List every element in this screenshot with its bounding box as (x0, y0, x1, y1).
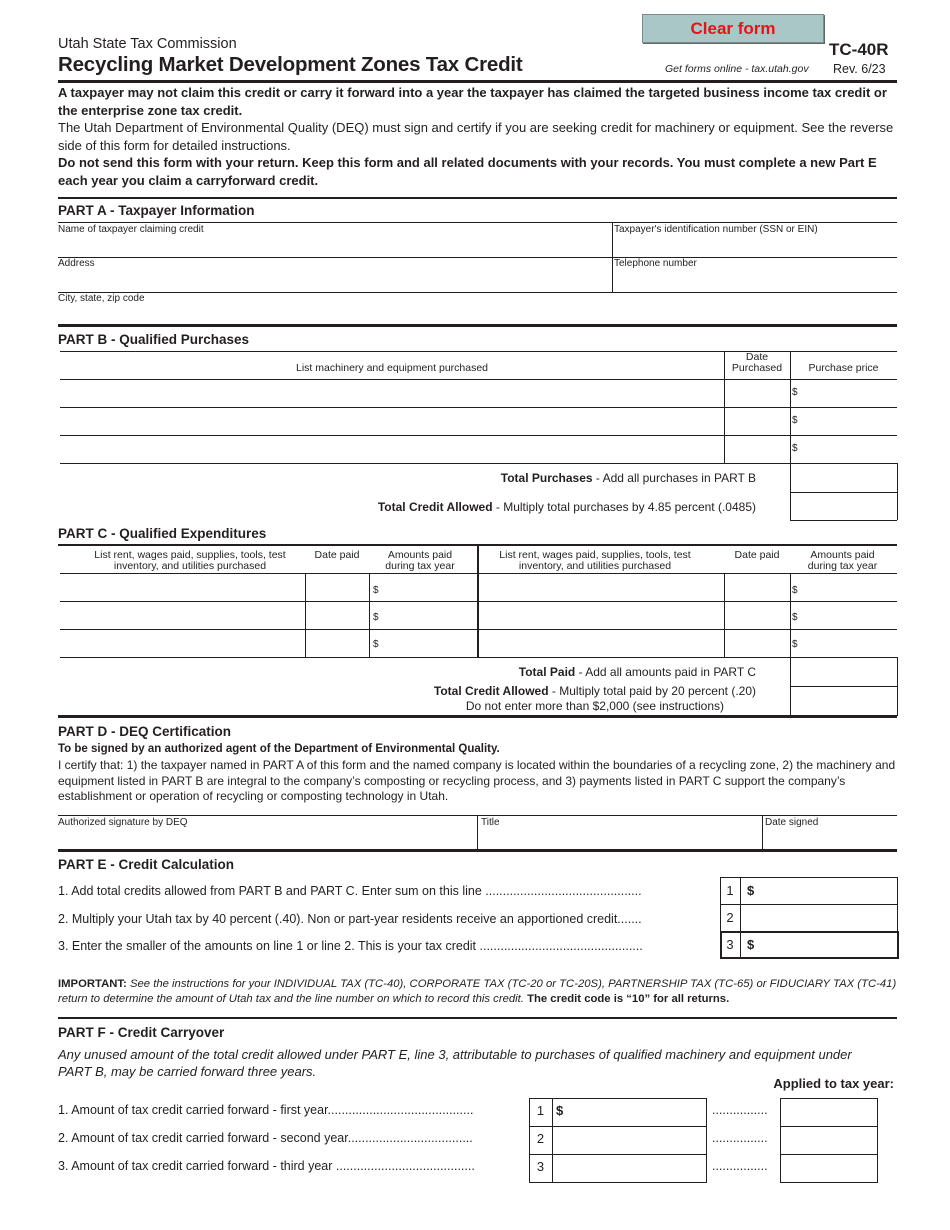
divider (58, 1017, 897, 1019)
carryover-1-field[interactable]: $ (556, 1103, 564, 1118)
line-number: 3 (726, 937, 734, 952)
name-field[interactable]: Name of taxpayer claiming credit (58, 224, 204, 235)
dollar-sign: $ (373, 585, 379, 596)
credit-c-label: Total Credit Allowed - Multiply total paid by 20 percent (.20) Do not enter more than $2,000 (see instructions) (433, 684, 756, 713)
purchase-row-1[interactable] (60, 380, 897, 407)
divider (58, 80, 897, 83)
leader-dots: ................ (712, 1159, 768, 1173)
address-field[interactable]: Address (58, 258, 95, 269)
line-number: 1 (726, 883, 734, 898)
line-number: 3 (536, 1159, 545, 1174)
taxpayer-id-field[interactable]: Taxpayer's identification number (SSN or EIN) (614, 224, 818, 235)
deq-signature-field[interactable]: Authorized signature by DEQ (58, 817, 188, 828)
intro (58, 84, 898, 189)
part-f-title: PART F - Credit Carryover (58, 1025, 225, 1040)
expenditure-row-2[interactable] (60, 602, 897, 629)
form-number: TC-40R (829, 40, 889, 59)
credit-b-label: Total Credit Allowed - Multiply total purchases by 4.85 percent (.0485) (377, 500, 756, 514)
dollar-sign: $ (792, 415, 798, 426)
col-amount-header: Amounts paid during tax year (807, 549, 878, 572)
col-date-header: Date paid (734, 549, 780, 561)
col-date-header: Date Purchased (731, 351, 783, 374)
part-b-title: PART B - Qualified Purchases (58, 332, 250, 347)
leader-dots: ................ (712, 1103, 768, 1117)
expenditure-row-1[interactable] (60, 574, 897, 601)
dollar-sign: $ (373, 639, 379, 650)
intro-records: Do not send this form with your return. Keep this form and all related documents with your records. You must complete a new Part E each year you claim a carryforward credit. (58, 155, 877, 188)
col-list-header: List rent, wages paid, supplies, tools, test inventory, and utilities purchased (499, 549, 691, 572)
dollar-sign: $ (792, 612, 798, 623)
dollar-sign: $ (792, 639, 798, 650)
line-2-field[interactable] (741, 905, 897, 931)
purchase-row-3[interactable] (60, 436, 897, 463)
revision: Rev. 6/23 (833, 62, 886, 76)
part-e-line-3: 3. Enter the smaller of the amounts on line 1 or line 2. This is your tax credit ............................................... (58, 939, 643, 953)
part-e-line-1: 1. Add total credits allowed from PART B and PART C. Enter sum on this line ............................................. (58, 884, 642, 898)
leader-dots: ................ (712, 1131, 768, 1145)
col-amount-header: Amounts paid during tax year (385, 549, 455, 572)
line-3-field[interactable]: $ (747, 937, 755, 952)
line-number: 1 (536, 1103, 545, 1118)
telephone-field[interactable]: Telephone number (614, 258, 697, 269)
divider (58, 849, 897, 852)
total-paid-label: Total Paid - Add all amounts paid in PART C (518, 665, 756, 679)
credit-b-field[interactable] (791, 493, 897, 520)
part-c-title: PART C - Qualified Expenditures (58, 526, 267, 541)
col-list-header: List rent, wages paid, supplies, tools, test inventory, and utilities purchased (94, 549, 286, 572)
total-purchases-label: Total Purchases - Add all purchases in PART B (500, 471, 756, 485)
tax-year-3-field[interactable] (781, 1155, 877, 1182)
divider (58, 324, 897, 327)
total-purchases-field[interactable] (791, 464, 897, 492)
applied-label: Applied to tax year: (773, 1076, 894, 1091)
carryover-3-field[interactable] (553, 1155, 706, 1182)
intro-warning: A taxpayer may not claim this credit or carry it forward into a year the taxpayer has claimed the targeted business income tax credit or the enterprise zone tax credit. (58, 85, 887, 118)
part-f-text: Any unused amount of the total credit allowed under PART E, line 3, attributable to purchases of qualified machinery and equipment under PART B, may be carried forward three years. (58, 1047, 852, 1079)
col-date-header: Date paid (314, 549, 360, 561)
carryover-line-1: 1. Amount of tax credit carried forward - first year.......................................... (58, 1103, 474, 1117)
part-d-certification: I certify that: 1) the taxpayer named in PART A of this form and the named company is located within the boundaries of a recycling zone, 2) the machinery and equipment listed in PART B are integral to the company’s composting or recycling process, and 3) payments listed in PART C support the company’s establishment or operation of recycling or composting technology in Utah. (58, 758, 896, 803)
part-d-title: PART D - DEQ Certification (58, 724, 232, 739)
col-list-header: List machinery and equipment purchased (295, 362, 489, 374)
dollar-sign: $ (792, 387, 798, 398)
date-signed-field[interactable]: Date signed (765, 817, 819, 828)
expenditure-row-3[interactable] (60, 630, 897, 657)
part-e-title: PART E - Credit Calculation (58, 857, 235, 872)
deq-title-field[interactable]: Title (481, 817, 500, 828)
col-price-header: Purchase price (808, 362, 879, 374)
divider (58, 197, 897, 199)
part-a-title: PART A - Taxpayer Information (58, 203, 255, 218)
tax-year-2-field[interactable] (781, 1127, 877, 1154)
clear-form-button[interactable]: Clear form (642, 14, 824, 43)
page-title: Recycling Market Development Zones Tax Credit (58, 53, 523, 76)
carryover-line-2: 2. Amount of tax credit carried forward - second year.................................... (58, 1131, 473, 1145)
dollar-sign: $ (792, 585, 798, 596)
line-number: 2 (536, 1131, 545, 1146)
line-number: 2 (726, 910, 734, 925)
intro-deq: The Utah Department of Environmental Quality (DEQ) must sign and certify if you are seeking credit for machinery or equipment. See the reverse side of this form for detailed instructions. (58, 120, 894, 153)
dollar-sign: $ (373, 612, 379, 623)
purchase-row-2[interactable] (60, 408, 897, 435)
line-1-field[interactable]: $ (747, 883, 755, 898)
city-field[interactable]: City, state, zip code (58, 293, 145, 304)
dollar-sign: $ (792, 443, 798, 454)
credit-c-field[interactable] (791, 687, 897, 716)
carryover-line-3: 3. Amount of tax credit carried forward - third year ........................................ (58, 1159, 475, 1173)
divider (58, 715, 897, 718)
agency-name: Utah State Tax Commission (58, 36, 237, 52)
total-paid-field[interactable] (791, 658, 897, 686)
online-link: Get forms online - tax.utah.gov (665, 63, 809, 75)
carryover-2-field[interactable] (553, 1127, 706, 1154)
part-d-subtitle: To be signed by an authorized agent of the Department of Environmental Quality. (58, 743, 500, 755)
important-note: IMPORTANT: See the instructions for your INDIVIDUAL TAX (TC-40), CORPORATE TAX (TC-20 or TC-20S), PARTNERSHIP TAX (TC-65) or FIDUCIARY TAX (TC-41) return to determine the amount of Utah tax and the line number on which to record this credit. The credit code is “10” for all returns. (58, 978, 897, 1005)
tax-year-1-field[interactable] (781, 1099, 877, 1126)
part-e-line-2: 2. Multiply your Utah tax by 40 percent (.40). Non or part-year residents receive an apportioned credit....... (58, 912, 642, 926)
